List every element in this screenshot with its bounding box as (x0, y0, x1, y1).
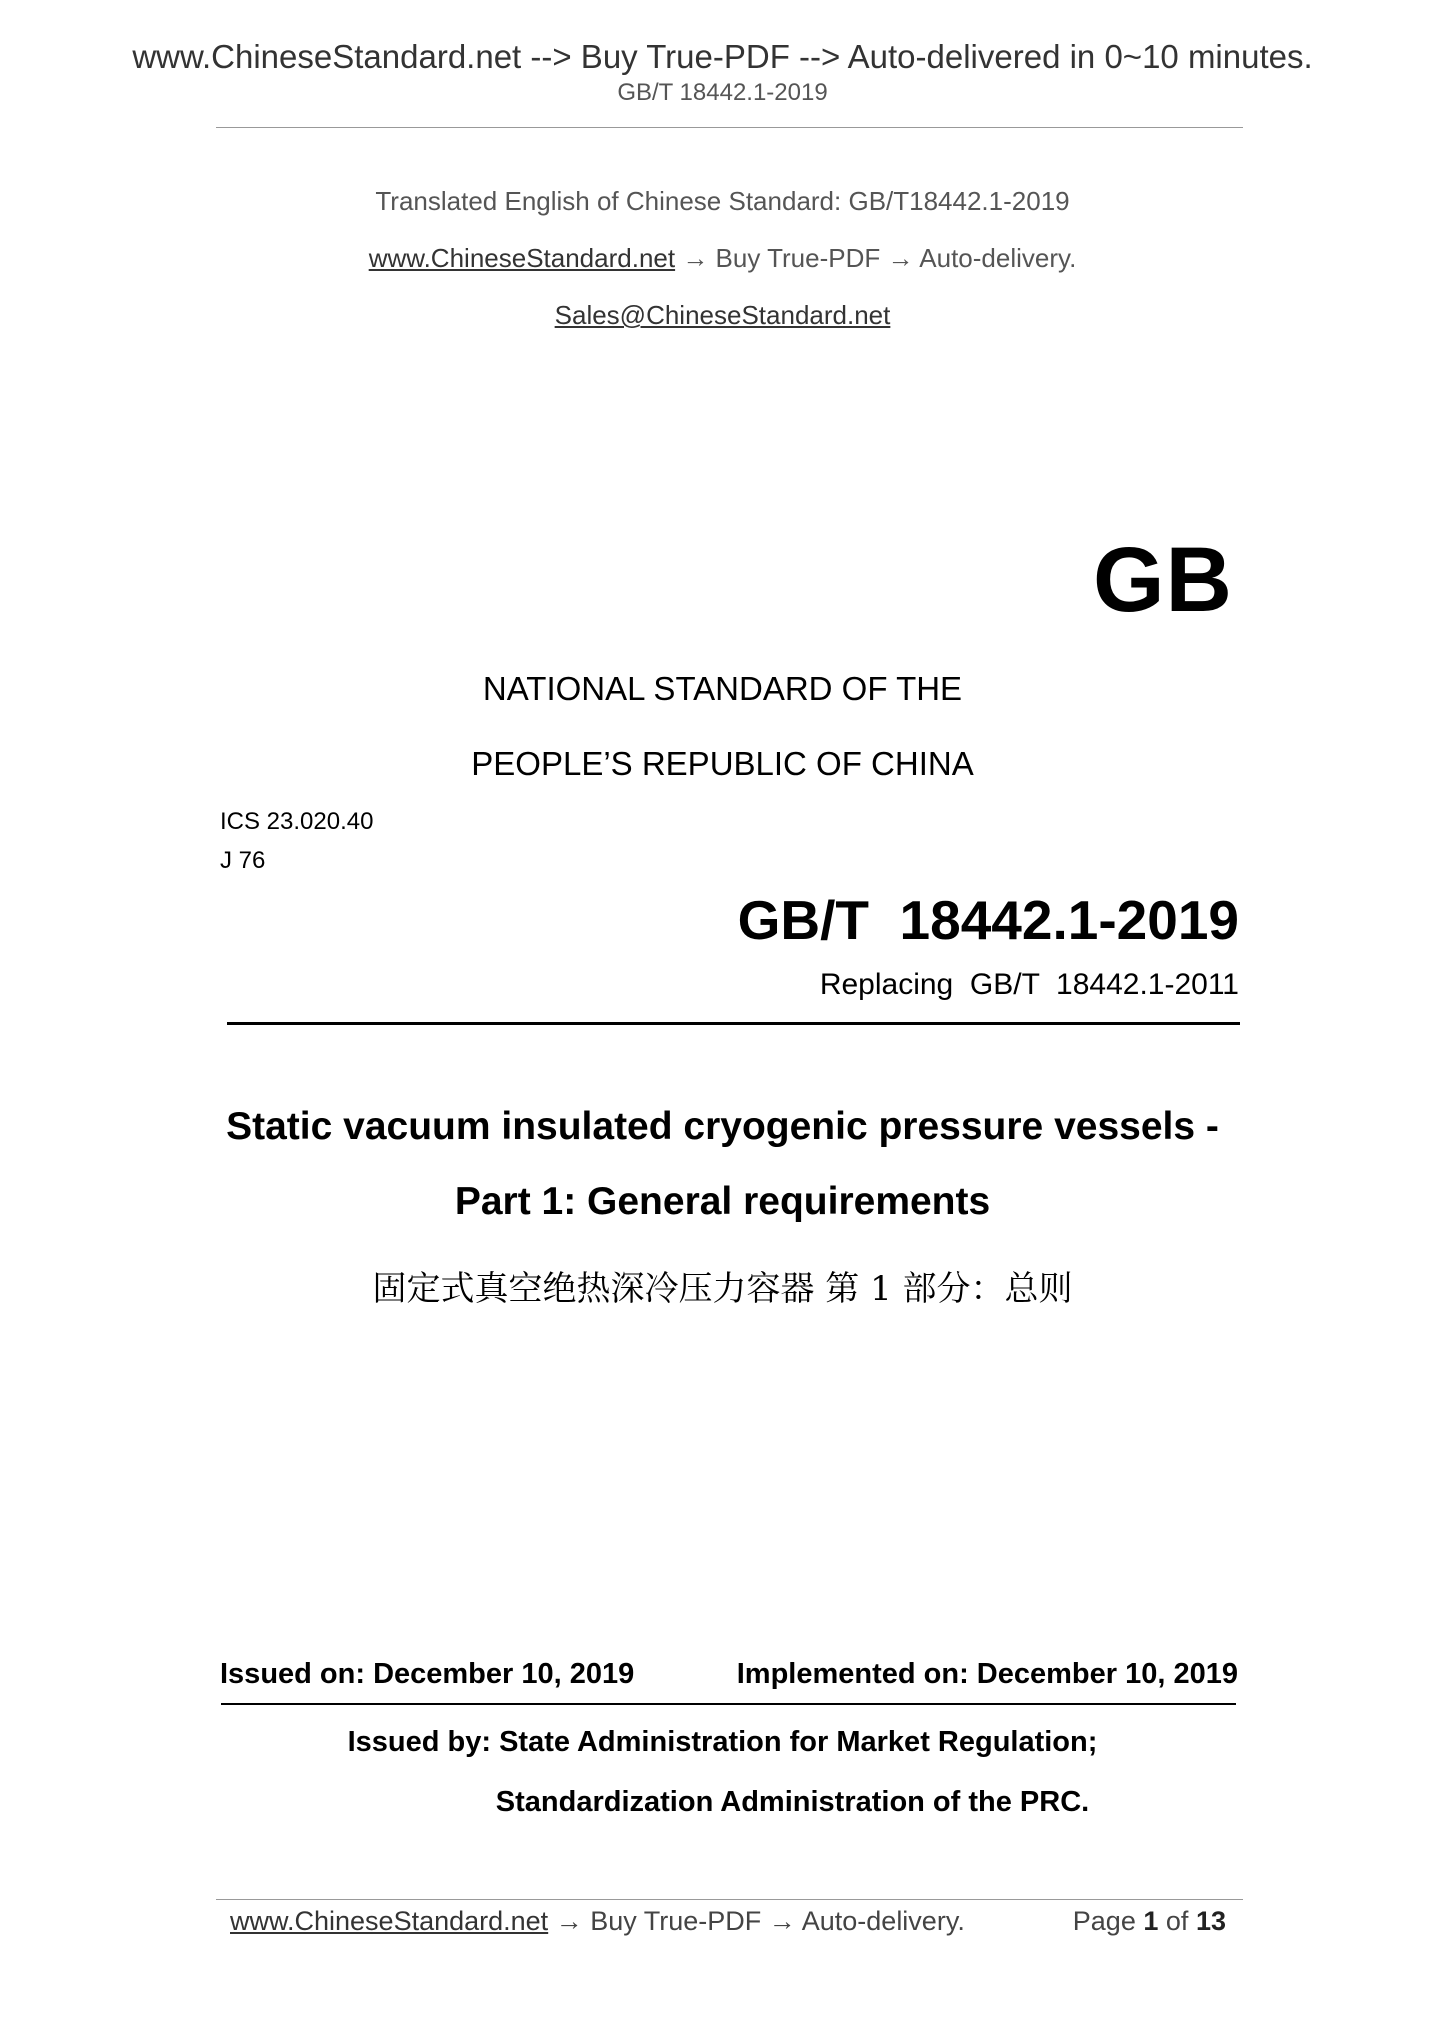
footer-divider (216, 1899, 1243, 1900)
footer-site-link[interactable]: www.ChineseStandard.net (230, 1906, 549, 1936)
issued-by-line1: Issued by: State Administration for Market Regulation; (347, 1726, 1098, 1758)
page-number: 1 (1143, 1906, 1159, 1936)
ccs-code: J 76 (220, 847, 266, 874)
title-line1: Static vacuum insulated cryogenic pressure vessels - (226, 1105, 1219, 1148)
top-banner: www.ChineseStandard.net --> Buy True-PDF --> Auto-delivered in 0~10 minutes. (132, 38, 1313, 75)
page-total: 13 (1195, 1906, 1226, 1936)
footer-site-rest: → Buy True-PDF → Auto-delivery. (548, 1906, 965, 1936)
email-line (0, 300, 1445, 331)
translation-note: Translated English of Chinese Standard: GB/T18442.1-2019 (375, 186, 1070, 216)
standard-code: GB/T 18442.1-2019 (737, 889, 1239, 951)
header-divider (216, 127, 1243, 128)
translation-site-line (0, 243, 1445, 274)
title-line2: Part 1: General requirements (454, 1180, 991, 1223)
replacing-note: Replacing GB/T 18442.1-2011 (819, 968, 1239, 1001)
gb-logo: GB (1093, 529, 1233, 631)
title-chinese: 固定式真空绝热深冷压力容器 第 1 部分：总则 (372, 1269, 1073, 1309)
page-indicator (1073, 1906, 1226, 1937)
email-link[interactable]: Sales@ChineseStandard.net (554, 300, 891, 330)
national-standard-line2: PEOPLE’S REPUBLIC OF CHINA (471, 745, 974, 782)
ics-code: ICS 23.020.40 (220, 808, 374, 835)
of-label: of (1165, 1906, 1189, 1936)
issue-divider (221, 1703, 1236, 1705)
issued-on: Issued on: December 10, 2019 (220, 1658, 635, 1690)
national-standard-line1: NATIONAL STANDARD OF THE (482, 670, 963, 707)
issued-by-line2: Standardization Administration of the PRC. (495, 1786, 1090, 1818)
title-divider (227, 1022, 1240, 1025)
footer-site-line (230, 1906, 965, 1937)
header-standard-code: GB/T 18442.1-2019 (617, 79, 828, 106)
page-label: Page (1072, 1906, 1136, 1936)
site-link-rest: → Buy True-PDF → Auto-delivery. (675, 243, 1077, 273)
implemented-on: Implemented on: December 10, 2019 (736, 1658, 1238, 1690)
site-link[interactable]: www.ChineseStandard.net (368, 243, 676, 273)
